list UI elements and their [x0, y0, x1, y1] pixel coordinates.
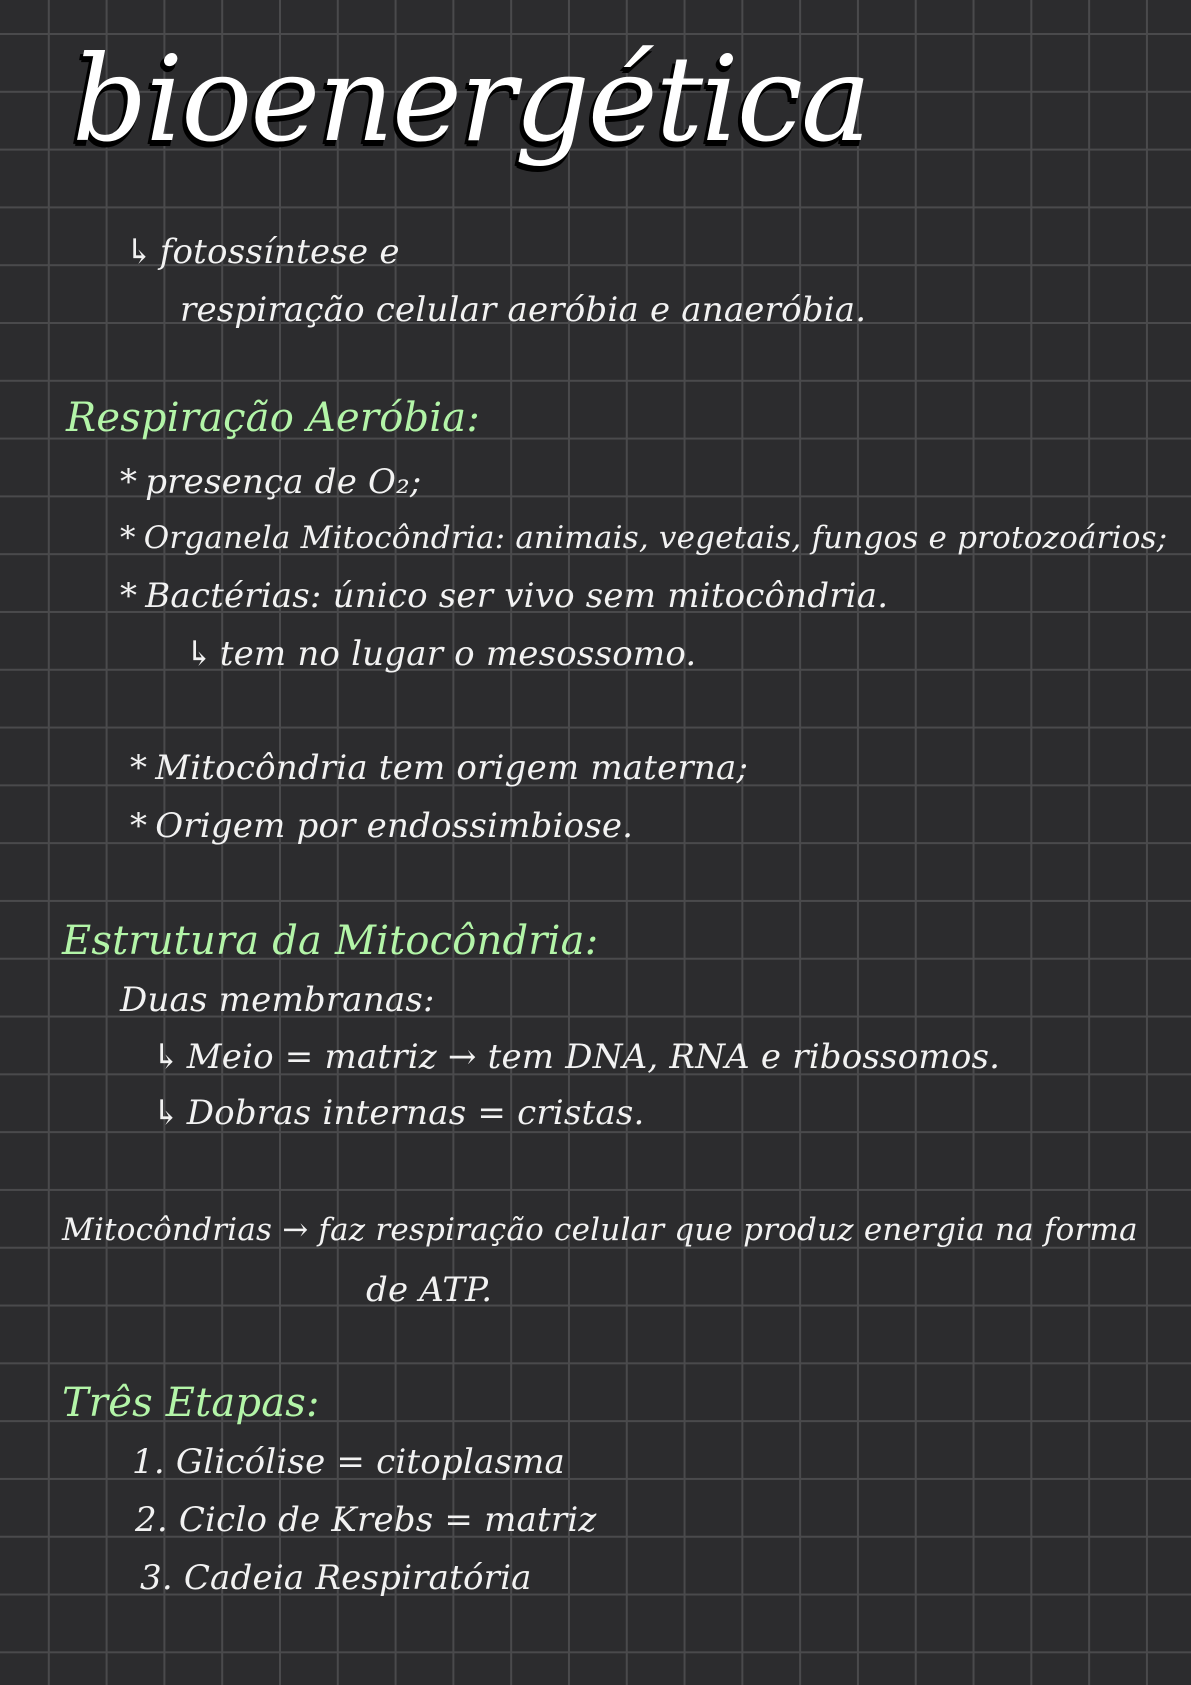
list-item: 3. Cadeia Respiratória — [140, 1558, 532, 1598]
heading-aerobic-respiration: Respiração Aeróbia: — [66, 395, 481, 441]
list-item: 2. Ciclo de Krebs = matriz — [135, 1500, 597, 1540]
asterisk-icon: * — [130, 806, 148, 846]
list-item-text: presença de O₂; — [145, 462, 422, 502]
list-item-text: Mitocôndria tem origem materna; — [155, 748, 749, 788]
list-item-text: Organela Mitocôndria: animais, vegetais, fungos e protozoários; — [143, 520, 1168, 556]
list-item-text: Origem por endossimbiose. — [155, 806, 634, 846]
list-item — [130, 806, 633, 846]
list-item: 1. Glicólise = citoplasma — [132, 1442, 566, 1482]
atp-note-line-2: de ATP. — [366, 1270, 493, 1310]
list-item-text: Dobras internas = cristas. — [186, 1093, 645, 1133]
arrow-icon: ↳ — [185, 634, 214, 674]
list-item — [152, 1037, 1000, 1077]
structure-intro: Duas membranas: — [120, 980, 435, 1020]
asterisk-icon: * — [130, 748, 148, 788]
list-item — [152, 1093, 645, 1133]
subtitle-line-2: respiração celular aeróbia e anaeróbia. — [180, 290, 867, 330]
list-item — [120, 462, 422, 502]
subtitle-text-1: fotossíntese e — [159, 232, 400, 272]
arrow-icon: ↳ — [152, 1093, 181, 1133]
atp-note-line-1: Mitocôndrias → faz respiração celular que produz energia na forma — [62, 1212, 1138, 1248]
list-item-text: Bactérias: único ser vivo sem mitocôndria. — [145, 576, 889, 616]
sub-list-item — [185, 634, 696, 674]
list-item — [120, 576, 888, 616]
list-item-text: Meio = matriz → tem DNA, RNA e ribossomos. — [186, 1037, 1001, 1077]
list-item — [120, 520, 1167, 556]
arrow-icon: ↳ — [152, 1037, 181, 1077]
asterisk-icon: * — [120, 462, 138, 502]
list-item — [130, 748, 748, 788]
page-title: bioenergética — [72, 30, 870, 168]
subtitle-line-1 — [125, 232, 400, 272]
sub-list-item-text: tem no lugar o mesossomo. — [219, 634, 697, 674]
asterisk-icon: * — [120, 576, 138, 616]
asterisk-icon: * — [120, 520, 136, 556]
arrow-icon: ↳ — [125, 232, 154, 272]
heading-three-stages: Três Etapas: — [62, 1380, 320, 1426]
heading-mitochondria-structure: Estrutura da Mitocôndria: — [62, 918, 599, 964]
